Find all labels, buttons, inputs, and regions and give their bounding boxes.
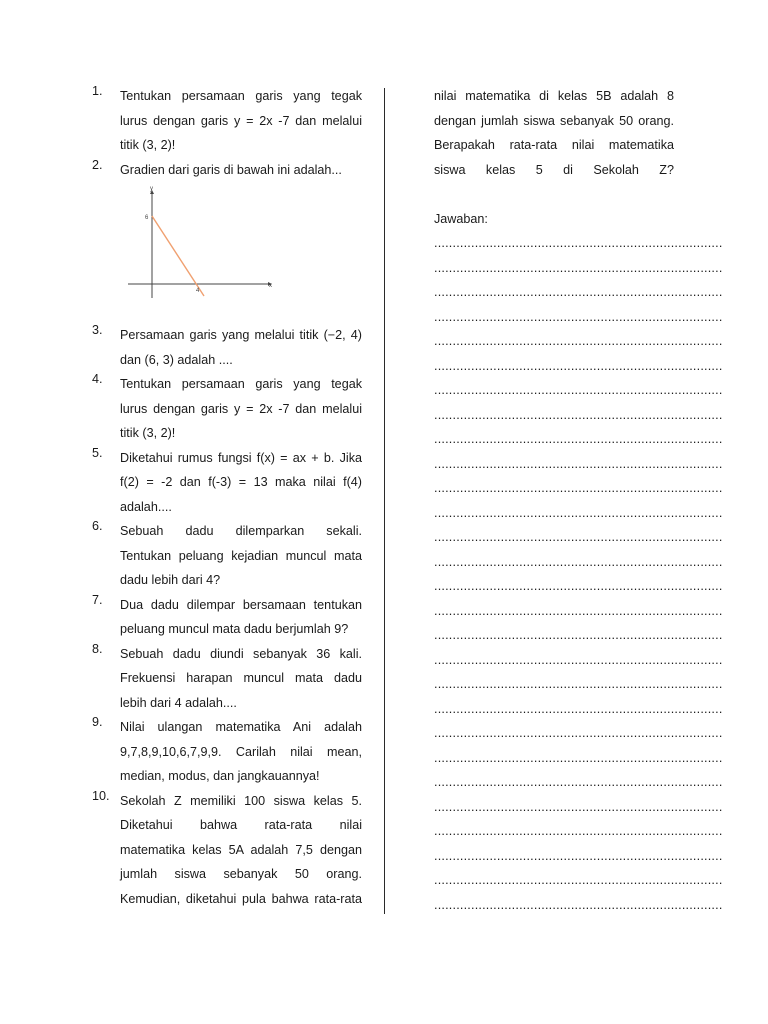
question-text-line: adalah.... <box>120 499 172 514</box>
answer-label: Jawaban: <box>434 211 488 226</box>
continuation-line: nilai matematika di kelas 5B adalah 8 <box>434 89 674 103</box>
question-number: 8. <box>92 641 103 656</box>
question-text-line: Persamaan garis yang melalui titik (−2, 4) <box>120 328 362 342</box>
question-text-line: Tentukan persamaan garis yang tegak <box>120 377 362 391</box>
answer-line[interactable]: .............................................................................. <box>434 236 723 250</box>
question-number: 4. <box>92 372 103 386</box>
question-text-line: Kemudian, diketahui pula bahwa rata-rata <box>120 891 362 906</box>
question-9 <box>92 715 362 789</box>
answer-line[interactable]: .............................................................................. <box>434 750 723 765</box>
question-text-line: titik (3, 2)! <box>120 138 176 152</box>
question-text-line: Sekolah Z memiliki 100 siswa kelas 5. <box>120 793 362 808</box>
answer-line[interactable]: .............................................................................. <box>434 285 723 299</box>
question-6 <box>92 519 362 593</box>
answer-line[interactable]: .............................................................................. <box>434 897 723 912</box>
answer-line[interactable]: .............................................................................. <box>434 775 723 789</box>
question-column-right <box>434 84 723 917</box>
question-text-line: peluang muncul mata dadu berjumlah 9? <box>120 622 349 636</box>
answer-line[interactable]: .............................................................................. <box>434 530 723 544</box>
question-text-line: f(2) = -2 dan f(-3) = 13 maka nilai f(4) <box>120 475 362 489</box>
gradient-graph <box>92 184 362 308</box>
question-text-line: matematika kelas 5A adalah 7,5 dengan <box>120 842 362 857</box>
continuation-line: dengan jumlah siswa sebanyak 50 orang. <box>434 113 674 128</box>
question-2 <box>92 158 362 183</box>
answer-line[interactable]: .............................................................................. <box>434 701 723 716</box>
question-text-line: Diketahui bahwa rata-rata nilai <box>120 818 362 832</box>
question-number: 7. <box>92 592 103 607</box>
question-text-line: dan (6, 3) adalah .... <box>120 352 233 367</box>
continuation-line: siswa kelas 5 di Sekolah Z? <box>434 162 674 177</box>
question-number: 6. <box>92 519 103 533</box>
question-3 <box>92 323 362 372</box>
question-text-line: lurus dengan garis y = 2x -7 dan melalui <box>120 113 362 128</box>
y-intercept-label: 6 <box>145 215 149 221</box>
answer-line[interactable]: .............................................................................. <box>434 481 723 495</box>
question-text-line: Gradien dari garis di bawah ini adalah... <box>120 162 342 177</box>
answer-line[interactable]: .............................................................................. <box>434 799 723 814</box>
column-divider <box>384 88 385 914</box>
question-number: 9. <box>92 715 103 729</box>
answer-line[interactable]: .............................................................................. <box>434 407 723 422</box>
question-text-line: Sebuah dadu diundi sebanyak 36 kali. <box>120 646 362 661</box>
answer-line[interactable]: .............................................................................. <box>434 334 723 348</box>
question-10-continuation <box>434 84 674 182</box>
answer-line[interactable]: .............................................................................. <box>434 358 723 373</box>
answer-line[interactable]: .............................................................................. <box>434 873 723 887</box>
question-text-line: Frekuensi harapan muncul mata dadu <box>120 671 362 685</box>
question-number: 2. <box>92 157 103 172</box>
answer-line[interactable]: .............................................................................. <box>434 432 723 446</box>
question-text-line: Tentukan persamaan garis yang tegak <box>120 89 362 103</box>
question-text-line: Tentukan peluang kejadian muncul mata <box>120 548 362 563</box>
question-1 <box>92 84 362 158</box>
question-10 <box>92 789 362 912</box>
question-text-line: 9,7,8,9,10,6,7,9,9. Carilah nilai mean, <box>120 744 362 759</box>
question-text-line: titik (3, 2)! <box>120 426 176 440</box>
answer-line[interactable]: .............................................................................. <box>434 824 723 838</box>
answer-line[interactable]: .............................................................................. <box>434 652 723 667</box>
question-text-line: dadu lebih dari 4? <box>120 573 221 587</box>
answer-line[interactable]: .............................................................................. <box>434 505 723 520</box>
question-text-line: Dua dadu dilempar bersamaan tentukan <box>120 597 362 612</box>
answer-line[interactable]: .............................................................................. <box>434 726 723 740</box>
question-4 <box>92 372 362 446</box>
question-text-line: lebih dari 4 adalah.... <box>120 695 237 710</box>
x-axis-label: x <box>269 283 272 289</box>
question-number: 10. <box>92 788 110 803</box>
question-text-line: median, modus, dan jangkauannya! <box>120 769 320 783</box>
answer-line[interactable]: .............................................................................. <box>434 677 723 691</box>
question-text-line: jumlah siswa sebanyak 50 orang. <box>120 867 362 881</box>
continuation-line: Berapakah rata-rata nilai matematika <box>434 138 674 152</box>
answer-line[interactable]: .............................................................................. <box>434 579 723 593</box>
answer-line[interactable]: .............................................................................. <box>434 456 723 471</box>
question-column-left <box>92 84 362 911</box>
answer-line[interactable]: .............................................................................. <box>434 554 723 569</box>
y-axis-label: y <box>150 186 153 192</box>
answer-line[interactable]: .............................................................................. <box>434 603 723 618</box>
answer-line[interactable]: .............................................................................. <box>434 848 723 863</box>
x-intercept-label: 4 <box>196 288 200 294</box>
question-8 <box>92 642 362 716</box>
answer-lines <box>434 231 723 917</box>
answer-line[interactable]: .............................................................................. <box>434 309 723 324</box>
question-5 <box>92 446 362 520</box>
question-number: 5. <box>92 445 103 460</box>
question-number: 3. <box>92 323 103 337</box>
question-number: 1. <box>92 84 103 98</box>
answer-line[interactable]: .............................................................................. <box>434 383 723 397</box>
question-text-line: Nilai ulangan matematika Ani adalah <box>120 720 362 734</box>
answer-line[interactable]: .............................................................................. <box>434 260 723 275</box>
answer-line[interactable]: .............................................................................. <box>434 628 723 642</box>
question-7 <box>92 593 362 642</box>
question-text-line: Diketahui rumus fungsi f(x) = ax + b. Jika <box>120 450 362 465</box>
question-text-line: Sebuah dadu dilemparkan sekali. <box>120 524 362 538</box>
question-text-line: lurus dengan garis y = 2x -7 dan melalui <box>120 401 362 416</box>
